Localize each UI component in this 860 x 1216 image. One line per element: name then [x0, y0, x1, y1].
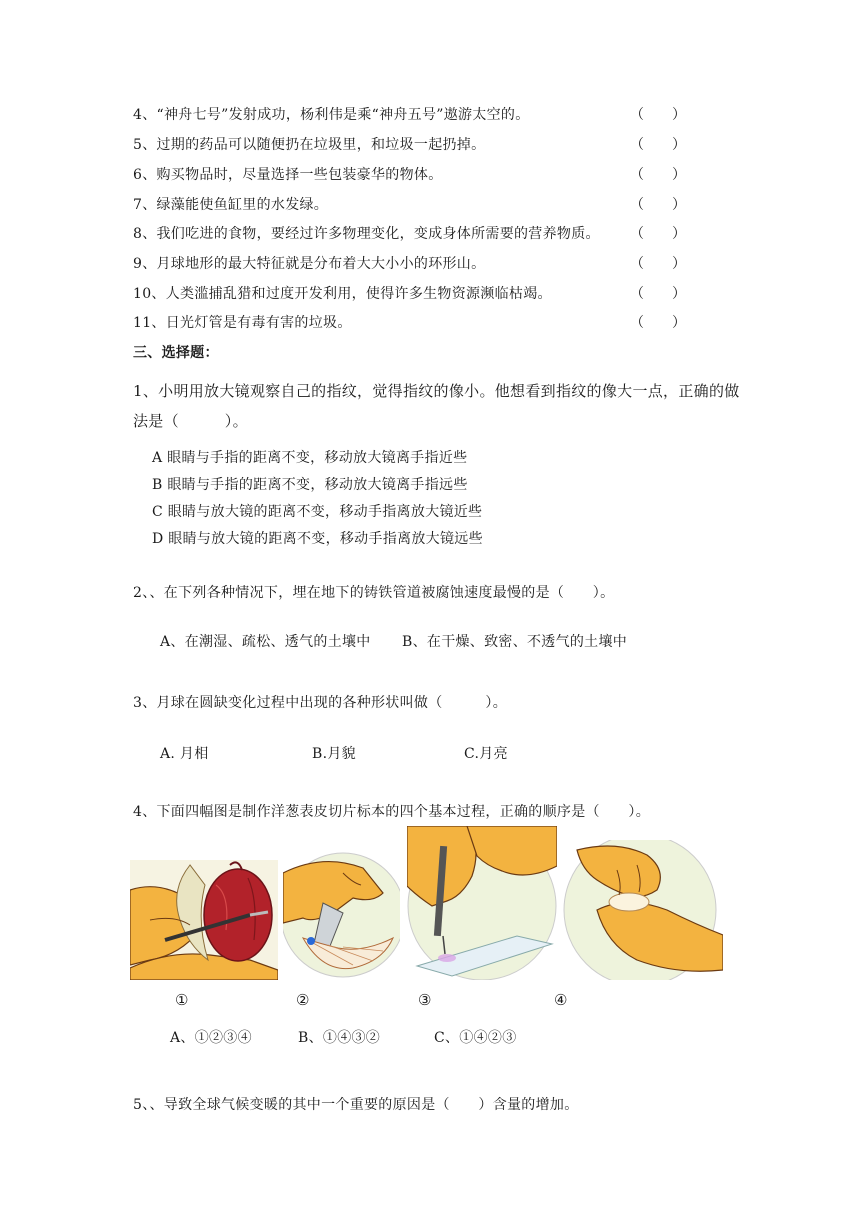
q3-stem: 3、月球在圆缺变化过程中出现的各种形状叫做（ ）。 — [133, 695, 508, 711]
onion-cutting-picture — [283, 843, 400, 980]
judgement-q11: 11、日光灯管是有毒有害的垃圾。 — [133, 315, 352, 331]
q4-stem: 4、下面四幅图是制作洋葱表皮切片标本的四个基本过程，正确的顺序是（ ）。 — [133, 804, 651, 820]
q2-option-b[interactable]: B、在干燥、致密、不透气的土壤中 — [402, 634, 628, 650]
onion-peeling-picture — [130, 860, 278, 980]
judgement-q5: 5、过期的药品可以随便扔在垃圾里，和垃圾一起扔掉。 — [133, 137, 486, 153]
judgement-q4: 4、“神舟七号”发射成功，杨利伟是乘“神舟五号”遨游太空的。 — [133, 107, 530, 123]
q4-option-c[interactable]: C、①④②③ — [434, 1030, 517, 1046]
q1-option-a[interactable]: A 眼睛与手指的距离不变，移动放大镜离手指近些 — [152, 450, 468, 466]
section-title: 三、选择题： — [133, 345, 219, 361]
q1-option-c[interactable]: C 眼睛与放大镜的距离不变，移动手指离放大镜近些 — [152, 504, 483, 520]
caption-2: ② — [296, 991, 310, 1009]
judgement-q10: 10、人类滥捕乱猎和过度开发利用，使得许多生物资源濒临枯竭。 — [133, 286, 552, 302]
caption-3: ③ — [418, 991, 432, 1009]
q3-option-c[interactable]: C.月亮 — [464, 746, 508, 762]
q2-stem: 2、、在下列各种情况下，埋在地下的铸铁管道被腐蚀速度最慢的是（ ）。 — [133, 585, 615, 601]
q4-option-b[interactable]: B、①④③② — [298, 1030, 381, 1046]
answer-paren-q11[interactable]: （ ） — [630, 315, 686, 331]
answer-paren-q6[interactable]: （ ） — [630, 167, 686, 183]
onion-skin-tearing-picture — [557, 840, 723, 980]
answer-paren-q7[interactable]: （ ） — [630, 197, 686, 213]
q2-option-a[interactable]: A、在潮湿、疏松、透气的土壤中 — [160, 634, 371, 650]
answer-paren-q10[interactable]: （ ） — [630, 286, 686, 302]
judgement-q9: 9、月球地形的最大特征就是分布着大大小小的环形山。 — [133, 256, 486, 272]
answer-paren-q8[interactable]: （ ） — [630, 226, 686, 242]
q1-stem-line1: 1、小明用放大镜观察自己的指纹，觉得指纹的像小。他想看到指纹的像大一点，正确的做 — [133, 382, 740, 400]
caption-4: ④ — [554, 991, 568, 1009]
q3-option-b[interactable]: B.月貌 — [312, 746, 356, 762]
judgement-q8: 8、我们吃进的食物，要经过许多物理变化，变成身体所需要的营养物质。 — [133, 226, 600, 242]
q1-option-d[interactable]: D 眼睛与放大镜的距离不变，移动手指离放大镜远些 — [152, 531, 483, 547]
answer-paren-q4[interactable]: （ ） — [630, 107, 686, 123]
q4-option-a[interactable]: A、①②③④ — [170, 1030, 252, 1046]
slide-needle-picture — [407, 826, 557, 980]
answer-paren-q9[interactable]: （ ） — [630, 256, 686, 272]
answer-paren-q5[interactable]: （ ） — [630, 137, 686, 153]
caption-1: ① — [175, 991, 189, 1009]
judgement-q6: 6、购买物品时，尽量选择一些包装豪华的物体。 — [133, 167, 443, 183]
q5-stem: 5、、导致全球气候变暖的其中一个重要的原因是（ ）含量的增加。 — [133, 1097, 579, 1113]
q3-option-a[interactable]: A. 月相 — [160, 746, 209, 762]
q1-stem-line2: 法是（ ）。 — [133, 412, 248, 430]
judgement-q7: 7、绿藻能使鱼缸里的水发绿。 — [133, 197, 329, 213]
q1-option-b[interactable]: B 眼睛与手指的距离不变，移动放大镜离手指远些 — [152, 477, 468, 493]
